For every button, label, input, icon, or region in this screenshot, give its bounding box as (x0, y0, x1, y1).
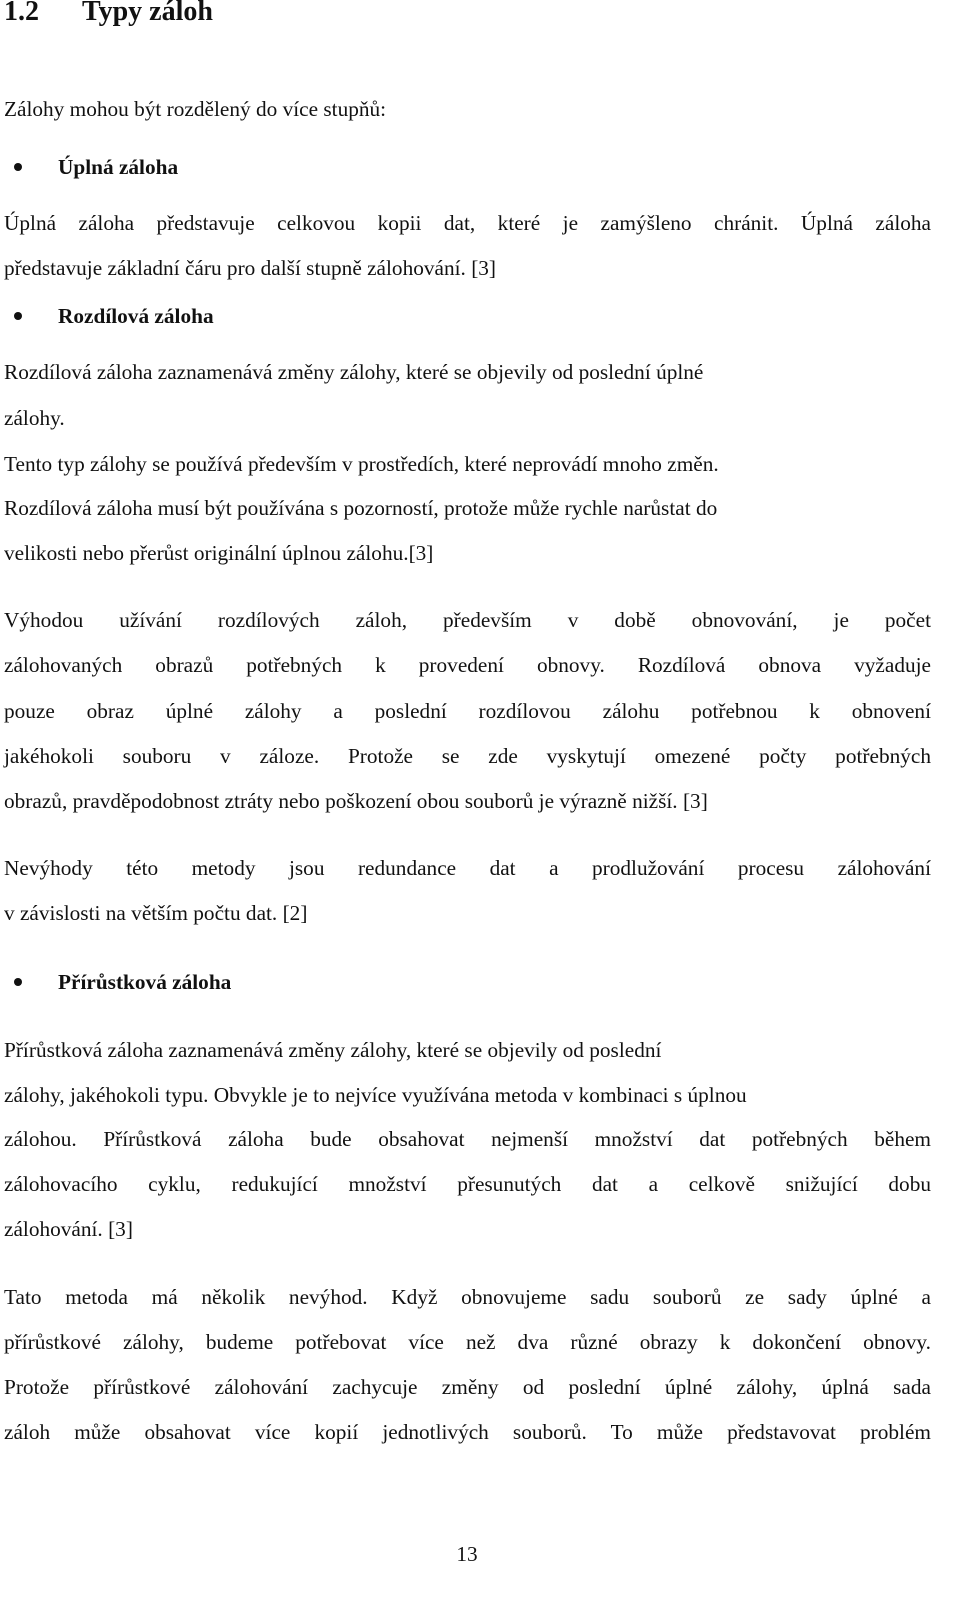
text-line: jakéhokoli souboru v záloze. Protože se zde vyskytují omezené počty potřebných (4, 744, 931, 768)
text-line: Tato metoda má několik nevýhod. Když obnovujeme sadu souborů ze sady úplné a (4, 1285, 931, 1309)
text-line: Tento typ zálohy se používá především v prostředích, které neprovádí mnoho změn. (4, 452, 719, 476)
text-line: představuje základní čáru pro další stupně zálohování. [3] (4, 256, 497, 280)
text-line: zálohovaných obrazů potřebných k provedení obnovy. Rozdílová obnova vyžaduje (4, 653, 931, 677)
text-line: obrazů, pravděpodobnost ztráty nebo poškození obou souborů je výrazně nižší. [3] (4, 789, 708, 813)
bullet-dot-icon (14, 978, 22, 986)
text-line: zálohy. (4, 406, 65, 430)
text-line: zálohy, jakéhokoli typu. Obvykle je to nejvíce využívána metoda v kombinaci s úplnou (4, 1083, 747, 1107)
intro-text: Zálohy mohou být rozdělený do více stupňů: (4, 97, 387, 121)
text-line: zálohovacího cyklu, redukující množství přesunutých dat a celkově snižující dobu (4, 1172, 931, 1196)
text-line: Úplná záloha představuje celkovou kopii dat, které je zamýšleno chránit. Úplná záloha (4, 211, 931, 235)
text-line: Výhodou užívání rozdílových záloh, především v době obnovování, je počet (4, 608, 931, 632)
page-number: 13 (456, 1542, 478, 1566)
bullet-dot-icon (14, 312, 22, 320)
text-line: přírůstkové zálohy, budeme potřebovat více než dva různé obrazy k dokončení obnovy. (4, 1330, 931, 1354)
section-title: Typy záloh (82, 0, 213, 27)
text-line: Přírůstková záloha zaznamenává změny zálohy, které se objevily od poslední (4, 1038, 662, 1062)
text-line: v závislosti na větším počtu dat. [2] (4, 901, 308, 925)
section-number: 1.2 (4, 0, 39, 27)
text-line: zálohou. Přírůstková záloha bude obsahovat nejmenší množství dat potřebných během (4, 1127, 931, 1151)
text-line: Rozdílová záloha zaznamenává změny zálohy, které se objevily od poslední úplné (4, 360, 704, 384)
bullet-item-incremental-backup (14, 968, 231, 996)
text-line: Rozdílová záloha musí být používána s pozorností, protože může rychle narůstat do (4, 496, 718, 520)
text-line: Nevýhody této metody jsou redundance dat a prodlužování procesu zálohování (4, 856, 931, 880)
text-line: Protože přírůstkové zálohování zachycuje změny od poslední úplné zálohy, úplná sada (4, 1375, 931, 1399)
text-line: pouze obraz úplné zálohy a poslední rozdílovou zálohu potřebnou k obnovení (4, 699, 931, 723)
text-line: velikosti nebo přerůst originální úplnou zálohu.[3] (4, 541, 434, 565)
text-line: zálohování. [3] (4, 1217, 133, 1241)
bullet-label: Přírůstková záloha (58, 970, 232, 994)
bullet-item-differential-backup (14, 302, 214, 330)
bullet-label: Úplná záloha (58, 155, 179, 179)
section-heading (4, 0, 213, 28)
bullet-dot-icon (14, 163, 22, 171)
bullet-label: Rozdílová záloha (58, 304, 214, 328)
text-line: záloh může obsahovat více kopií jednotlivých souborů. To může představovat problém (4, 1420, 931, 1444)
bullet-item-full-backup (14, 153, 178, 181)
